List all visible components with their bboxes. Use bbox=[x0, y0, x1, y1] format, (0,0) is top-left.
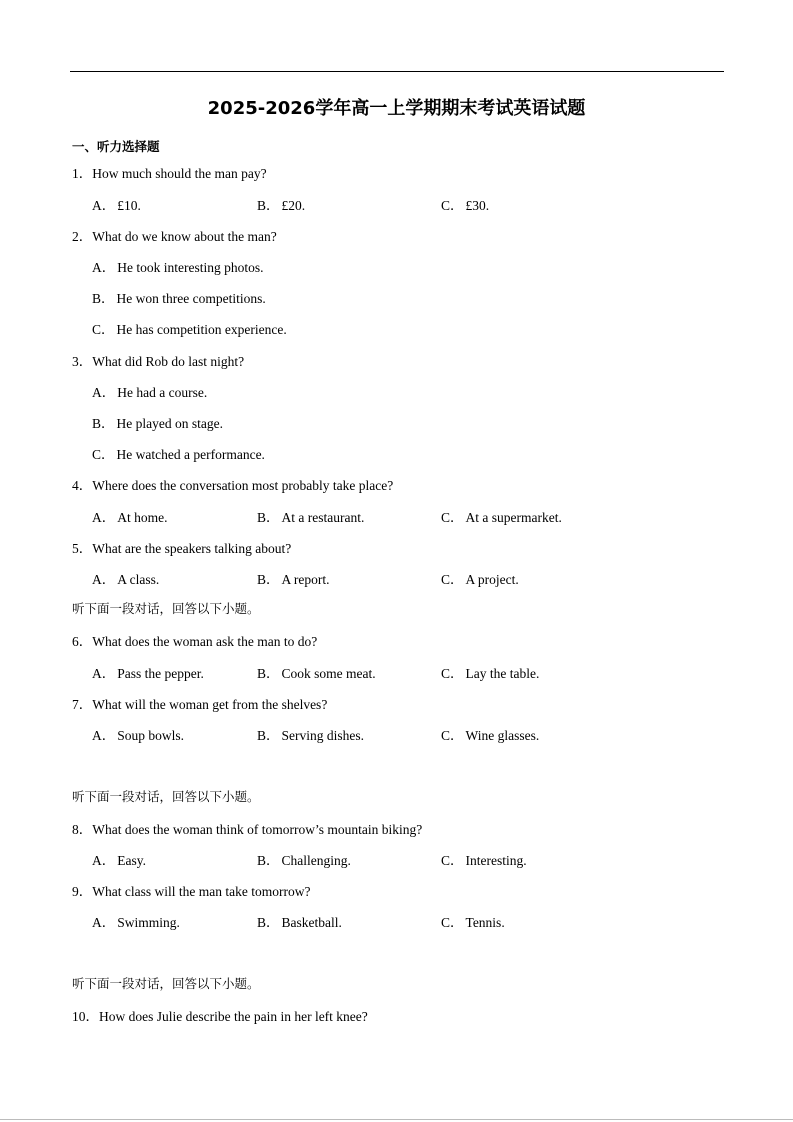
option-a[interactable]: A． Soup bowls. bbox=[92, 728, 185, 743]
option-b[interactable]: B． A report. bbox=[257, 572, 330, 587]
option-c[interactable]: C． Interesting. bbox=[441, 853, 527, 868]
option-a[interactable]: A． Easy. bbox=[92, 853, 146, 868]
option-a[interactable]: A． £10. bbox=[92, 198, 141, 213]
note-text: 听下面一段对话，回答以下小题。 bbox=[72, 789, 260, 804]
section-heading-text: 一、听力选择题 bbox=[72, 139, 160, 154]
question-number: 3． bbox=[72, 354, 93, 369]
exam-title: 2025-2026学年高一上学期期末考试英语试题 bbox=[207, 98, 586, 119]
option-c[interactable]: C． A project. bbox=[441, 572, 519, 587]
question-number: 4． bbox=[72, 478, 93, 493]
question-number: 5． bbox=[72, 541, 93, 556]
question-text: What do we know about the man? bbox=[92, 229, 277, 244]
note-text: 听下面一段对话，回答以下小题。 bbox=[72, 976, 260, 991]
question-text: What are the speakers talking about? bbox=[92, 541, 292, 556]
option-a[interactable]: A． At home. bbox=[92, 510, 168, 525]
question-text: What does the woman think of tomorrow’s mountain biking? bbox=[92, 822, 423, 837]
header-rule bbox=[70, 71, 724, 72]
question-number: 2． bbox=[72, 229, 93, 244]
option-b[interactable]: B． Basketball. bbox=[257, 915, 342, 930]
question-text: Where does the conversation most probably take place? bbox=[92, 478, 394, 493]
option-b[interactable]: B． At a restaurant. bbox=[257, 510, 365, 525]
question-number: 10． bbox=[72, 1009, 99, 1024]
option-b[interactable]: B． £20. bbox=[257, 198, 306, 213]
option-b[interactable]: B． He played on stage. bbox=[92, 416, 223, 431]
question-text: What will the woman get from the shelves? bbox=[92, 697, 328, 712]
option-b[interactable]: B． Challenging. bbox=[257, 853, 351, 868]
option-b[interactable]: B． Cook some meat. bbox=[257, 666, 376, 681]
option-a[interactable]: A． A class. bbox=[92, 572, 160, 587]
option-c[interactable]: C． He has competition experience. bbox=[92, 322, 287, 337]
option-c[interactable]: C． At a supermarket. bbox=[441, 510, 562, 525]
question-text: What class will the man take tomorrow? bbox=[92, 884, 311, 899]
option-c[interactable]: C． He watched a performance. bbox=[92, 447, 265, 462]
option-c[interactable]: C． Lay the table. bbox=[441, 666, 540, 681]
question-text: What does the woman ask the man to do? bbox=[92, 634, 318, 649]
option-a[interactable]: A． He took interesting photos. bbox=[92, 260, 264, 275]
question-number: 8． bbox=[72, 822, 93, 837]
note-text: 听下面一段对话，回答以下小题。 bbox=[72, 601, 260, 616]
option-c[interactable]: C． £30. bbox=[441, 198, 490, 213]
option-b[interactable]: B． He won three competitions. bbox=[92, 291, 266, 306]
question-number: 9． bbox=[72, 884, 93, 899]
question-number: 1． bbox=[72, 166, 93, 181]
question-text: How does Julie describe the pain in her left knee? bbox=[99, 1009, 368, 1024]
option-c[interactable]: C． Tennis. bbox=[441, 915, 505, 930]
question-number: 6． bbox=[72, 634, 93, 649]
option-c[interactable]: C． Wine glasses. bbox=[441, 728, 540, 743]
option-a[interactable]: A． Swimming. bbox=[92, 915, 180, 930]
option-a[interactable]: A． He had a course. bbox=[92, 385, 208, 400]
option-b[interactable]: B． Serving dishes. bbox=[257, 728, 365, 743]
option-a[interactable]: A． Pass the pepper. bbox=[92, 666, 204, 681]
page-bottom-edge bbox=[0, 1119, 793, 1120]
question-number: 7． bbox=[72, 697, 93, 712]
question-text: How much should the man pay? bbox=[92, 166, 267, 181]
question-text: What did Rob do last night? bbox=[92, 354, 245, 369]
